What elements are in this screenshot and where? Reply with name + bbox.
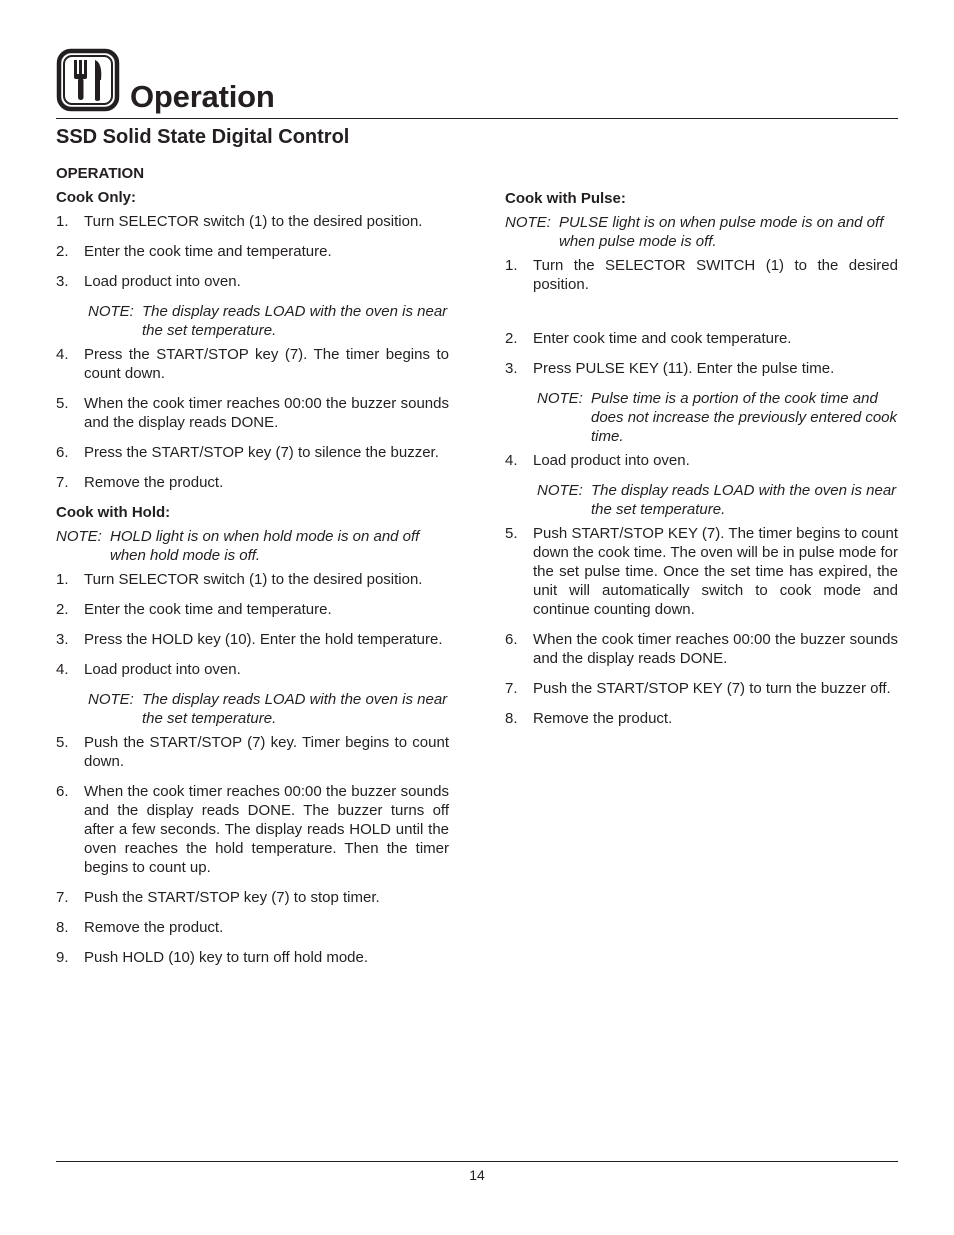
list-item: 5. When the cook timer reaches 00:00 the buzzer sounds and the display reads DONE.: [56, 395, 449, 431]
cook-pulse-steps: [505, 256, 898, 378]
list-item: 1. Turn SELECTOR switch (1) to the desired position.: [56, 571, 423, 588]
cook-pulse-note: NOTE: PULSE light is on when pulse mode is on and off when pulse mode is off.: [505, 214, 884, 250]
list-item: 3. Press PULSE KEY (11). Enter the pulse time.: [505, 360, 835, 377]
header-divider: [56, 118, 898, 119]
cook-only-steps-continued: [56, 345, 449, 492]
list-item: 6. When the cook timer reaches 00:00 the buzzer sounds and the display reads DONE.: [505, 631, 898, 667]
list-item: 6. Press the START/STOP key (7) to silence the buzzer.: [56, 444, 439, 461]
list-item: 3. Press the HOLD key (10). Enter the hold temperature.: [56, 631, 443, 648]
fork-knife-icon: [56, 48, 120, 112]
cook-pulse-heading: Cook with Pulse:: [505, 190, 626, 207]
pulse-time-note: NOTE: Pulse time is a portion of the cook time and does not increase the previously entered cook time.: [537, 390, 898, 445]
section-title: SSD Solid State Digital Control: [56, 126, 350, 148]
list-item: 1. Turn the SELECTOR SWITCH (1) to the desired position.: [505, 257, 898, 293]
list-item: 8. Remove the product.: [56, 919, 224, 936]
list-item: 9. Push HOLD (10) key to turn off hold mode.: [56, 949, 369, 966]
list-item: 1. Turn SELECTOR switch (1) to the desired position.: [56, 213, 423, 230]
list-item: 2. Enter cook time and cook temperature.: [505, 330, 792, 347]
cook-hold-steps-continued: [56, 733, 449, 967]
operation-heading: OPERATION: [56, 165, 145, 182]
list-item: 5. Push START/STOP KEY (7). The timer begins to count down the cook time. The oven will be in pulse mode for the set pulse time. Once the set time has expired, the unit will automatically switch to cook mode and continue counting down.: [505, 525, 898, 618]
page-title: Operation: [130, 79, 275, 114]
left-column: [56, 164, 449, 978]
cook-pulse-steps-continued: [505, 524, 898, 728]
cook-hold-steps: [56, 570, 449, 679]
list-item: 7. Push the START/STOP KEY (7) to turn the buzzer off.: [505, 680, 891, 697]
list-item: 4. Load product into oven.: [505, 452, 690, 469]
list-item: 4. Press the START/STOP key (7). The timer begins to count down.: [56, 346, 449, 382]
footer-divider: [56, 1161, 898, 1162]
cook-only-note: NOTE: The display reads LOAD with the oven is near the set temperature.: [88, 303, 448, 339]
list-item: 2. Enter the cook time and temperature.: [56, 601, 332, 618]
list-item: 7. Push the START/STOP key (7) to stop timer.: [56, 889, 380, 906]
cook-pulse-load-note: NOTE: The display reads LOAD with the oven is near the set temperature.: [537, 482, 897, 518]
list-item: 8. Remove the product.: [505, 710, 673, 727]
list-item: 2. Enter the cook time and temperature.: [56, 243, 332, 260]
cook-hold-note: NOTE: HOLD light is on when hold mode is on and off when hold mode is off.: [56, 528, 420, 564]
right-column: [505, 189, 898, 739]
page-number: 14: [469, 1167, 485, 1183]
cook-only-heading: Cook Only:: [56, 189, 137, 206]
list-item: 7. Remove the product.: [56, 474, 224, 491]
list-item: 4. Load product into oven.: [56, 661, 241, 678]
list-item: 3. Load product into oven.: [56, 273, 241, 290]
page-header: [56, 48, 898, 118]
cook-hold-load-note: NOTE: The display reads LOAD with the oven is near the set temperature.: [88, 691, 448, 727]
cook-only-steps: [56, 212, 449, 291]
list-item: 5. Push the START/STOP (7) key. Timer begins to count down.: [56, 734, 449, 770]
cook-pulse-steps-load: [505, 451, 898, 470]
list-item: 6. When the cook timer reaches 00:00 the buzzer sounds and the display reads DONE. The buzzer turns off after a few seconds. The display reads HOLD until the oven reaches the hold temperature. Then the timer begins to count up.: [56, 783, 449, 876]
cook-hold-heading: Cook with Hold:: [56, 504, 171, 521]
